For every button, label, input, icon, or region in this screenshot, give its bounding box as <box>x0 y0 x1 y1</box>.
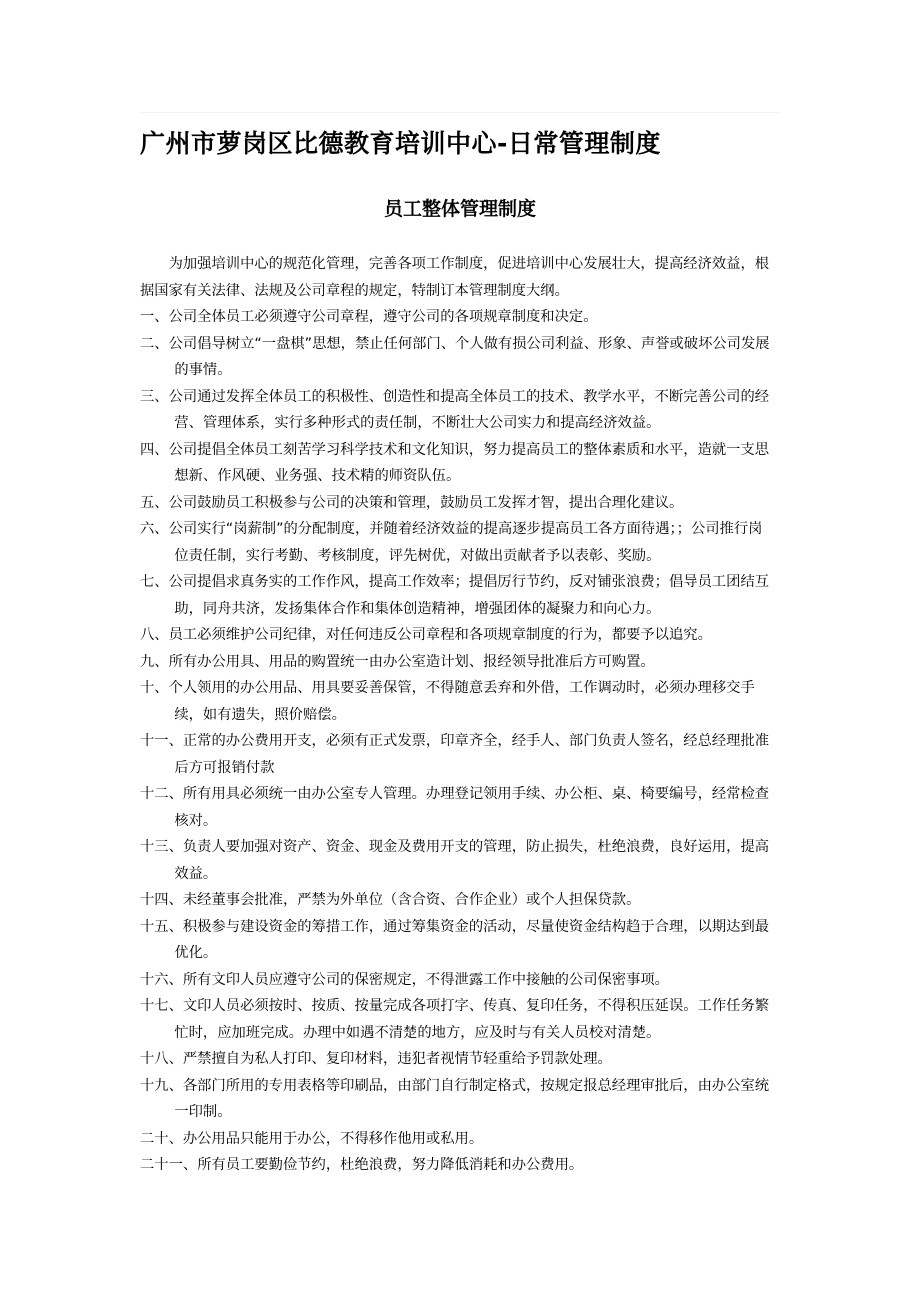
section-title: 员工整体管理制度 <box>383 198 536 220</box>
rule-text: 员工必须维护公司纪律，对任何违反公司章程和各项规章制度的行为，都要予以追究。 <box>168 627 712 643</box>
rule-text: 所有员工要勤俭节约，杜绝浪费，努力降低消耗和办公费用。 <box>197 1157 584 1173</box>
rule-text: 各部门所用的专用表格等印刷品，由部门自行制定格式，按规定报总经理审批后，由办公室统一印制。 <box>174 1077 770 1120</box>
rule-number: 八、 <box>140 627 169 643</box>
rule-item-4 <box>140 437 776 490</box>
rule-item-6 <box>140 516 776 569</box>
rule-item-19 <box>140 1073 776 1126</box>
rule-item-18 <box>140 1046 776 1073</box>
rule-text: 所有办公用具、用品的购置统一由办公室造计划、报经领导批准后方可购置。 <box>168 653 655 670</box>
rule-text: 积极参与建设资金的筹措工作，通过筹集资金的活动，尽量使资金结构趋于合理，以期达到最优化。 <box>174 918 770 961</box>
rule-text: 办公用品只能用于办公，不得移作他用或私用。 <box>182 1130 484 1147</box>
rule-item-11 <box>140 728 776 781</box>
rule-item-1 <box>140 304 776 331</box>
rule-number: 十六、 <box>140 971 183 988</box>
rule-number: 十四、 <box>140 892 183 908</box>
rule-number: 十三、 <box>140 839 183 855</box>
rule-item-2 <box>140 331 776 384</box>
rule-number: 十一、 <box>140 733 183 749</box>
rule-number: 十、 <box>140 680 169 696</box>
rule-number: 四、 <box>140 441 169 458</box>
rule-text: 严禁擅自为私人打印、复印材料，违犯者视情节轻重给予罚款处理。 <box>182 1051 612 1067</box>
rule-number: 十二、 <box>140 786 183 802</box>
rule-number: 九、 <box>140 653 169 670</box>
rule-number: 五、 <box>140 494 169 511</box>
rule-text: 所有用具必须统一由办公室专人管理。办理登记领用手续、办公柜、桌、椅要编号，经常检查核对。 <box>174 786 770 829</box>
rule-number: 十七、 <box>140 998 183 1014</box>
rule-text: 负责人要加强对资产、资金、现金及费用开支的管理，防止损失，杜绝浪费，良好运用，提高效益。 <box>174 839 770 882</box>
rule-text: 公司提倡全体员工刻苦学习科学技术和文化知识，努力提高员工的整体素质和水平，造就一支思想新、作风硬、业务强、技术精的师资队伍。 <box>168 441 770 484</box>
rule-item-7 <box>140 569 776 622</box>
header-divider <box>140 112 780 113</box>
rule-number: 二、 <box>140 335 169 352</box>
rule-text: 公司全体员工必须遵守公司章程，遵守公司的各项规章制度和决定。 <box>168 309 598 325</box>
rule-number: 六、 <box>140 521 169 537</box>
rule-number: 七、 <box>140 574 169 590</box>
rule-text: 个人领用的办公用品、用具要妥善保管，不得随意丢弃和外借，工作调动时，必须办理移交手续，如有遗失，照价赔偿。 <box>168 680 755 723</box>
rule-text: 公司倡导树立“一盘棋”思想，禁止任何部门、个人做有损公司利益、形象、声誉或破坏公司发展的事情。 <box>168 335 770 378</box>
rule-number: 三、 <box>140 388 169 405</box>
rule-text: 公司提倡求真务实的工作作风，提高工作效率；提倡厉行节约，反对铺张浪费；倡导员工团结互助，同舟共济，发扬集体合作和集体创造精神，增强团体的凝聚力和向心力。 <box>168 574 770 617</box>
rule-text: 所有文印人员应遵守公司的保密规定，不得泄露工作中接触的公司保密事项。 <box>182 971 669 988</box>
rule-number: 十九、 <box>140 1077 183 1094</box>
rule-item-3 <box>140 384 776 437</box>
rule-item-21 <box>140 1152 776 1179</box>
rule-item-5 <box>140 490 776 517</box>
rule-text: 正常的办公费用开支，必须有正式发票，印章齐全，经手人、部门负责人签名，经总经理批准后方可报销付款 <box>174 733 770 776</box>
rule-text: 公司实行“岗薪制”的分配制度，并随着经济效益的提高逐步提高员工各方面待遇；；公司推行岗位责任制，实行考勤、考核制度，评先树优，对做出贡献者予以表彰、奖励。 <box>168 521 763 564</box>
rule-number: 二十、 <box>140 1130 183 1147</box>
rule-item-15 <box>140 914 776 967</box>
rule-item-14 <box>140 887 776 914</box>
rule-item-17 <box>140 993 776 1046</box>
rule-item-16 <box>140 967 776 994</box>
rule-number: 十五、 <box>140 918 183 935</box>
rule-item-10 <box>140 675 776 728</box>
document-title: 广州市萝岗区比德教育培训中心-日常管理制度 <box>140 129 661 158</box>
rule-text: 公司通过发挥全体员工的积极性、创造性和提高全体员工的技术、教学水平，不断完善公司的经营、管理体系，实行多种形式的责任制，不断壮大公司实力和提高经济效益。 <box>168 388 770 431</box>
rule-number: 二十一、 <box>140 1157 198 1173</box>
rule-text: 文印人员必须按时、按质、按量完成各项打字、传真、复印任务，不得积压延误。工作任务繁忙时，应加班完成。办理中如遇不清楚的地方，应及时与有关人员校对清楚。 <box>174 998 770 1041</box>
rule-item-13 <box>140 834 776 887</box>
rule-text: 未经董事会批准，严禁为外单位（含合资、合作企业）或个人担保贷款。 <box>182 892 641 908</box>
rule-number: 十八、 <box>140 1051 183 1067</box>
intro-paragraph: 为加强培训中心的规范化管理，完善各项工作制度，促进培训中心发展壮大，提高经济效益，根据国家有关法律、法规及公司章程的规定，特制订本管理制度大纲。 <box>140 256 770 299</box>
document-body <box>140 251 776 1179</box>
rule-text: 公司鼓励员工积极参与公司的决策和管理，鼓励员工发挥才智，提出合理化建议。 <box>168 494 684 511</box>
rule-number: 一、 <box>140 309 169 325</box>
rule-item-12 <box>140 781 776 834</box>
rule-item-8 <box>140 622 776 649</box>
rule-item-9 <box>140 649 776 676</box>
rule-item-20 <box>140 1126 776 1153</box>
